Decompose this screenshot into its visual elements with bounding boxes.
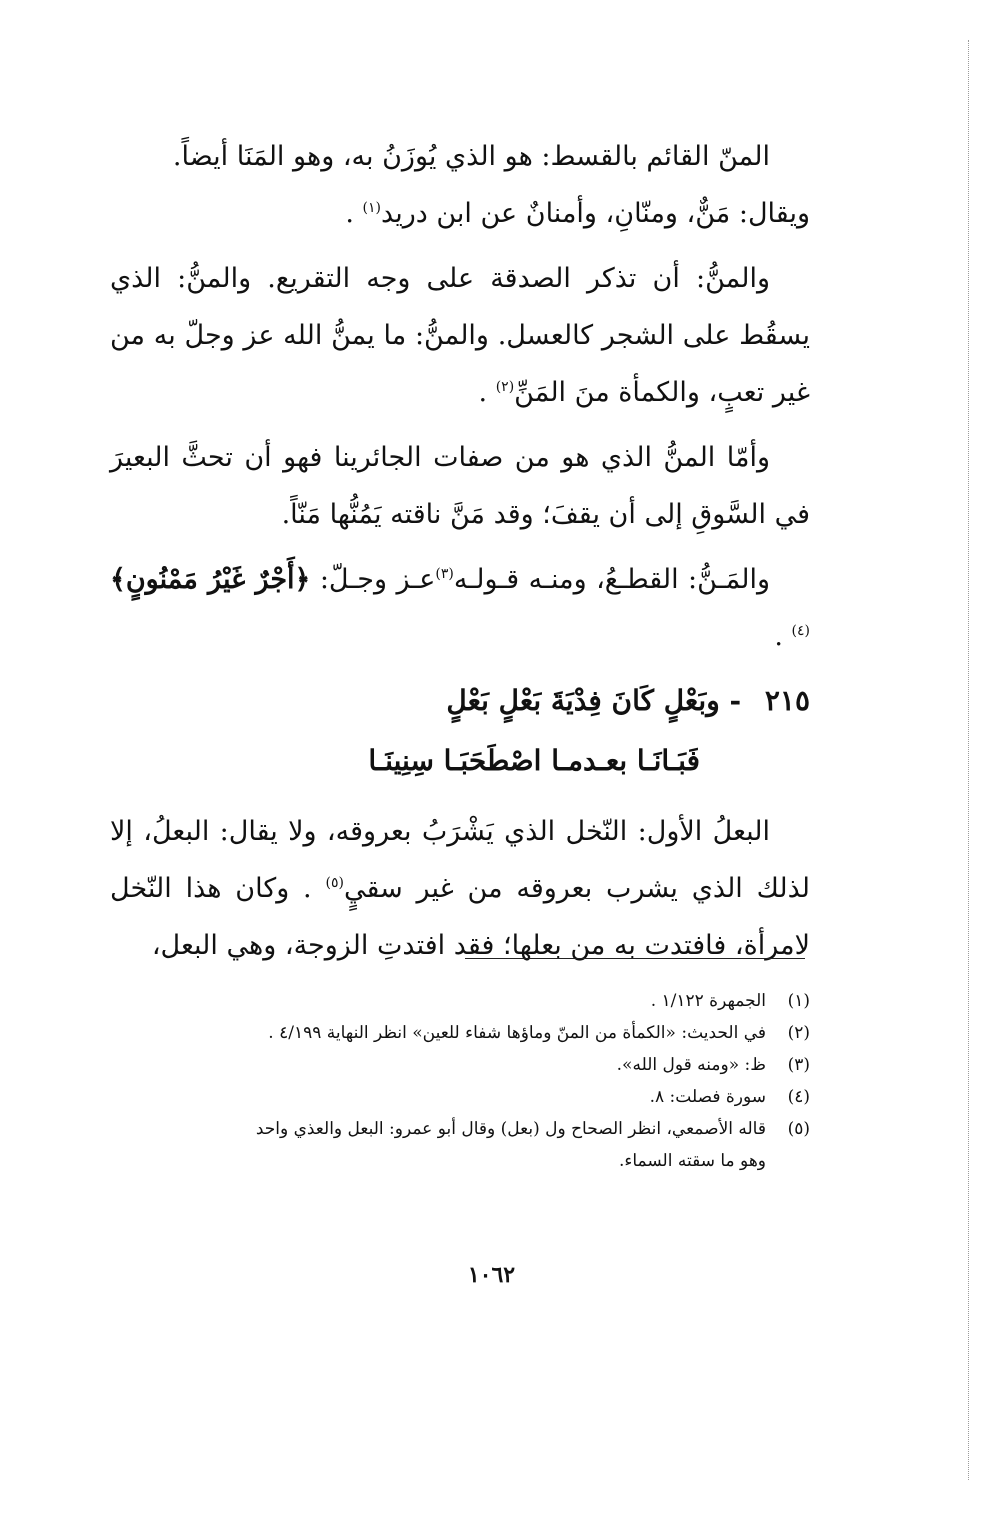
- footnote-5: [110, 1113, 810, 1145]
- footnote-number: (١): [787, 991, 810, 1011]
- footnote-2: [110, 1017, 810, 1049]
- footnote-text: قاله الأصمعي، انظر الصحاح ول (بعل) وقال أبو عمرو: البعل والعذي واحد: [255, 1119, 766, 1139]
- footnote-text: في الحديث: «الكمأة من المنّ وماؤها شفاء للعين» انظر النهاية ٤/١٩٩ .: [268, 1023, 766, 1043]
- paragraph-3: [110, 429, 810, 543]
- footnotes: [110, 985, 810, 1177]
- footnote-number: (٢): [787, 1023, 810, 1043]
- quran-quote: ﴿أَجْرٌ غَيْرُ مَمْنُونٍ﴾: [110, 564, 311, 595]
- paragraph-1: [110, 128, 810, 242]
- footnote-ref-2: (٢): [495, 379, 515, 395]
- verse-hemistich-1: وبَعْلٍ كَانَ فِدْيَةَ بَعْلٍ بَعْلٍ: [446, 684, 720, 717]
- footnote-number: (٤): [787, 1087, 810, 1107]
- paragraph-5: [110, 803, 810, 974]
- page-number: ١٠٦٢: [467, 1262, 516, 1288]
- paragraph-5-text-a: البعلُ الأول: النّخل الذي يَشْرَبُ بعروقه، ولا يقال: البعلُ، إلا لذلك الذي يشرب بعروقه من غير سقيٍ: [110, 816, 810, 904]
- footnote-text: ظ: «ومنه قول الله».: [616, 1055, 766, 1075]
- footnote-1: [110, 985, 810, 1017]
- paragraph-2: [110, 250, 810, 421]
- paragraph-5-text-b: . وكان هذا النّخل لامرأة، فافتدت به من بعلها؛ فقد افتدتِ الزوجة، وهي البعل،: [110, 873, 810, 961]
- paragraph-4-text-b: عـز وجـلّ:: [319, 564, 436, 595]
- paragraph-4-end: .: [774, 621, 792, 652]
- footnote-5-continuation: وهو ما سقته السماء.: [618, 1151, 766, 1171]
- footnote-4: [110, 1081, 810, 1113]
- footnote-ref-5: (٥): [325, 875, 344, 891]
- paragraph-2-end: .: [478, 377, 496, 408]
- footnote-text: الجمهرة ١/١٢٢ .: [650, 991, 766, 1011]
- paragraph-4: [110, 551, 810, 665]
- footnote-number: (٥): [787, 1119, 810, 1139]
- paragraph-2-text: والمنُّ: أن تذكر الصدقة على وجه التقريع. والمنُّ: الذي يسقُط على الشجر كالعسل. والمنُّ: ما يمنُّ الله عز وجلّ به من غير تعبٍ، والكمأة منَ المَنِّ: [110, 263, 810, 408]
- footnote-ref-1: (١): [362, 200, 382, 216]
- paragraph-1-line2: ويقال: مَنٌّ، ومنّانِ، وأمنانٌ عن ابن دريد: [381, 198, 810, 229]
- footnote-ref-4: (٤): [791, 623, 810, 639]
- footnote-3: [110, 1049, 810, 1081]
- verse-line-2: [110, 733, 700, 789]
- footnote-ref-3: (٣): [435, 566, 454, 582]
- paragraph-4-text-a: والمَـنُّ: القطـعُ، ومنـه قـولـه: [453, 564, 770, 595]
- verse-line-1: [110, 673, 810, 729]
- paragraph-1-line1: المنّ القائم بالقسط: هو الذي يُوزَنُ به، وهو المَنَا أيضاً.: [172, 141, 770, 172]
- footnote-separator: [465, 958, 805, 959]
- paragraph-3-text: وأمّا المنُّ الذي هو من صفات الجائرينا فهو أن تحثَّ البعيرَ في السَّوقِ إلى أن يقفَ؛ وقد مَنَّ ناقته يَمُنُّها مَنّاً.: [110, 442, 810, 530]
- verse-number: ٢١٥: [764, 684, 810, 717]
- paragraph-1-end: .: [345, 198, 363, 229]
- footnote-number: (٣): [787, 1055, 810, 1075]
- verse-dash: -: [729, 684, 742, 717]
- footnote-text: سورة فصلت: ٨.: [649, 1087, 766, 1107]
- main-text: [110, 128, 810, 982]
- verse-hemistich-2: فَبَـانَـا بعـدمـا اصْطَحَبَـا سِنِينَـا: [368, 744, 700, 777]
